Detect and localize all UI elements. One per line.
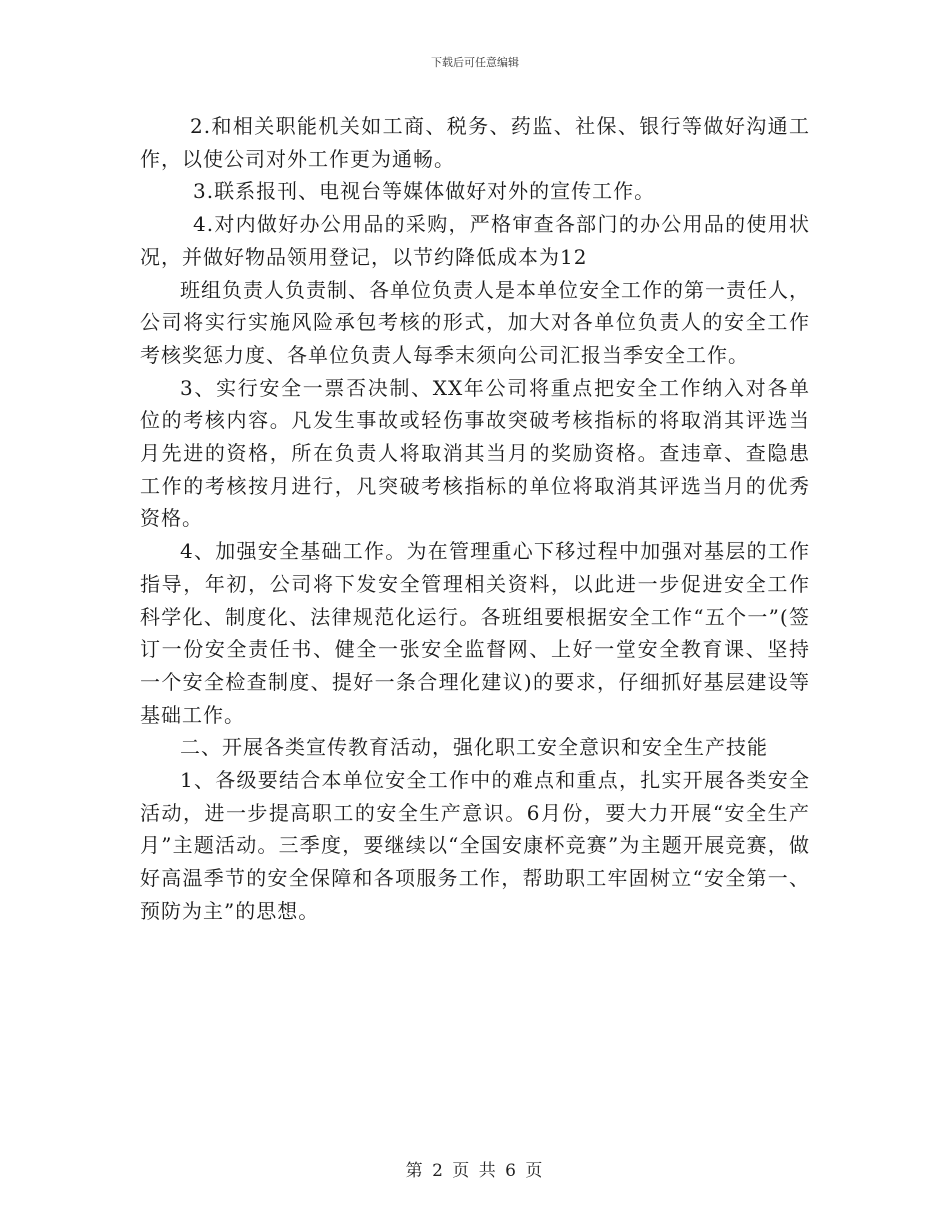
paragraph-2: 3.联系报刊、电视台等媒体做好对外的宣传工作。 bbox=[193, 179, 656, 204]
page-header: 下载后可任意编辑 bbox=[431, 56, 519, 69]
paragraph-4: 班组负责人负责制、各单位负责人是本单位安全工作的第一责任人，公司将实行实施风险承包考核的形式，加大对各单位负责人的安全工作考核奖惩力度、各单位负责人每季末须向公司汇报当季安全工作。 bbox=[140, 277, 810, 367]
section-heading: 二、开展各类宣传教育活动，强化职工安全意识和安全生产技能 bbox=[180, 735, 768, 760]
paragraph-7: 1、各级要结合本单位安全工作中的难点和重点，扎实开展各类安全活动，进一步提高职工的安全生产意识。6月份，要大力开展“安全生产月”主题活动。三季度，要继续以“全国安康杯竞赛”为主题开展竞赛，做好高温季节的安全保障和各项服务工作，帮助职工牢固树立“安全第一、预防为主”的思想。 bbox=[140, 768, 810, 923]
paragraph-5: 3、实行安全一票否决制、XX年公司将重点把安全工作纳入对各单位的考核内容。凡发生事故或轻伤事故突破考核指标的将取消其评选当月先进的资格，所在负责人将取消其当月的奖励资格。查违章、查隐患工作的考核按月进行，凡突破考核指标的单位将取消其评选当月的优秀资格。 bbox=[140, 375, 810, 531]
paragraph-3: 4.对内做好办公用品的采购，严格审查各部门的办公用品的使用状况，并做好物品领用登记，以节约降低成本为12 bbox=[140, 212, 810, 269]
paragraph-1: 2.和相关职能机关如工商、税务、药监、社保、银行等做好沟通工作，以使公司对外工作更为通畅。 bbox=[140, 114, 810, 171]
paragraph-6: 4、加强安全基础工作。为在管理重心下移过程中加强对基层的工作指导，年初，公司将下发安全管理相关资料，以此进一步促进安全工作科学化、制度化、法律规范化运行。各班组要根据安全工作“五个一”(签订一份安全责任书、健全一张安全监督网、上好一堂安全教育课、坚持一个安全检查制度、提好一条合理化建议)的要求，仔细抓好基层建设等基础工作。 bbox=[140, 539, 810, 727]
page-footer: 第 2 页 共 6 页 bbox=[405, 1161, 545, 1181]
document-body bbox=[140, 110, 810, 928]
